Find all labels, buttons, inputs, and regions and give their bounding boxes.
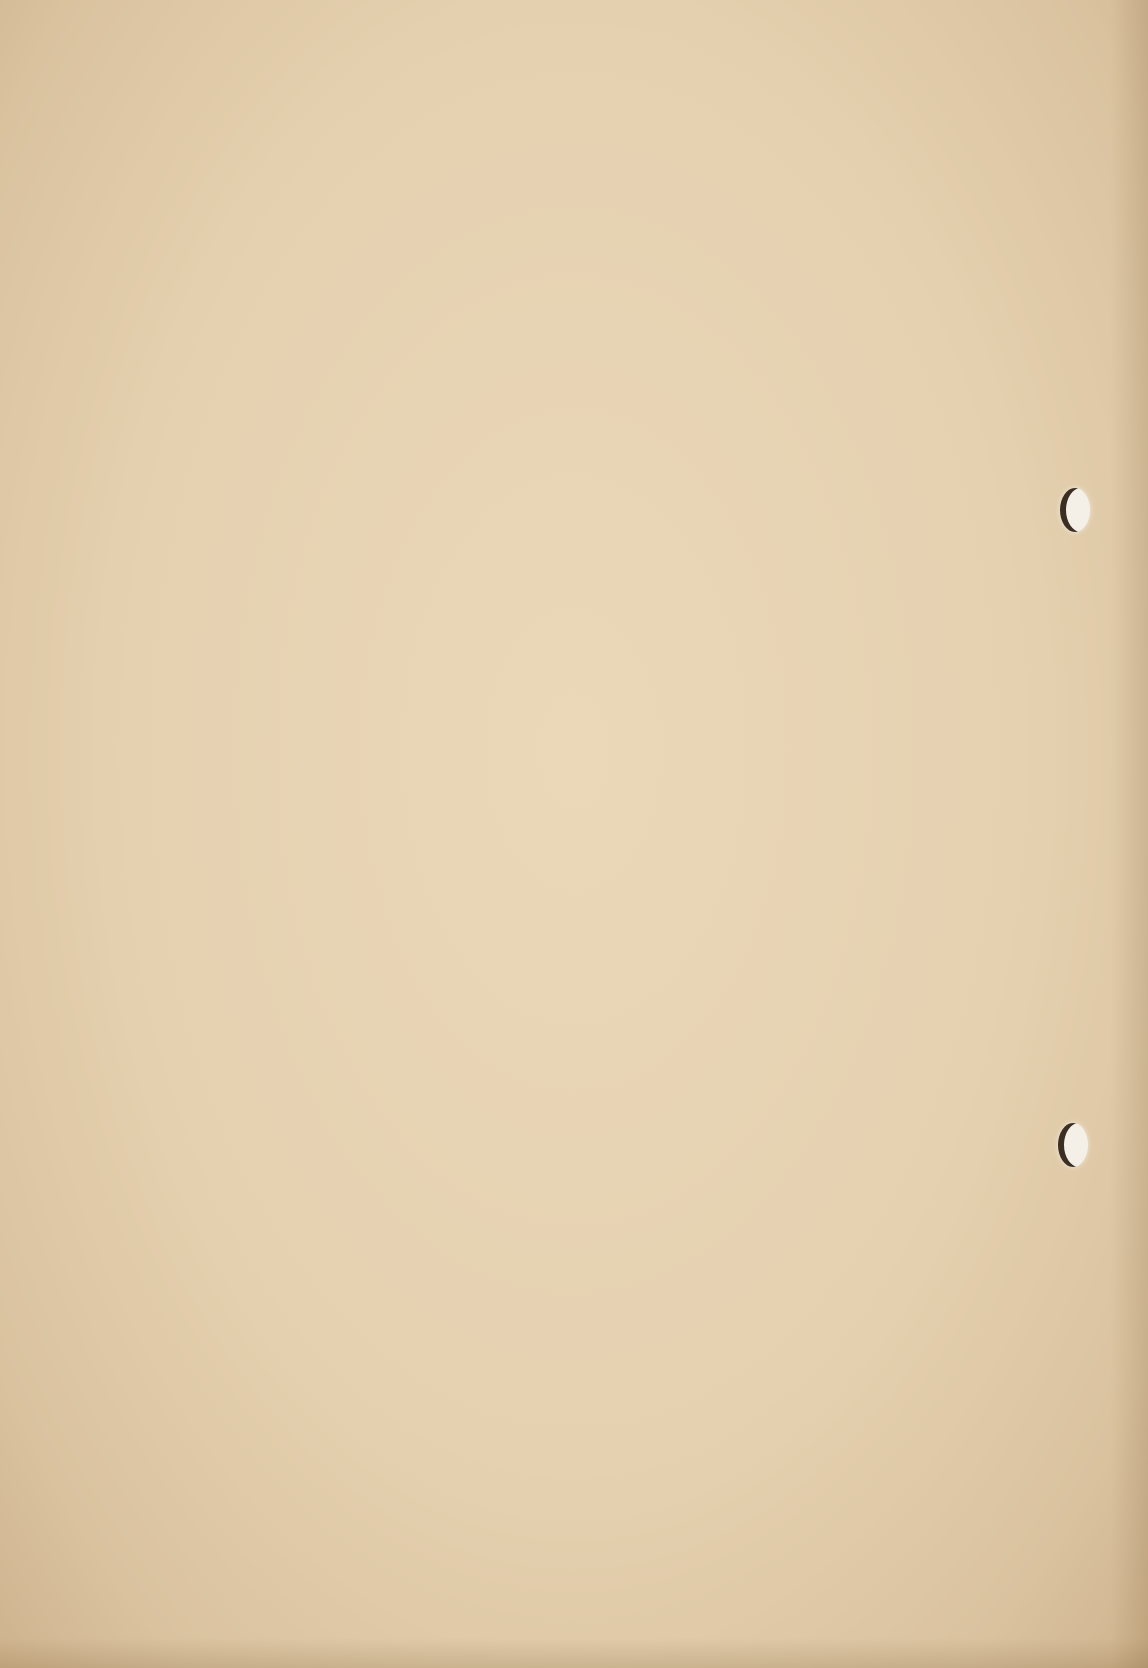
- page-shadow-bottom: [0, 1638, 1148, 1668]
- page-shadow-right: [1110, 0, 1148, 1668]
- punch-hole-lower: [1058, 1123, 1088, 1167]
- body-text: [128, 124, 1050, 136]
- punch-hole-upper: [1060, 488, 1090, 532]
